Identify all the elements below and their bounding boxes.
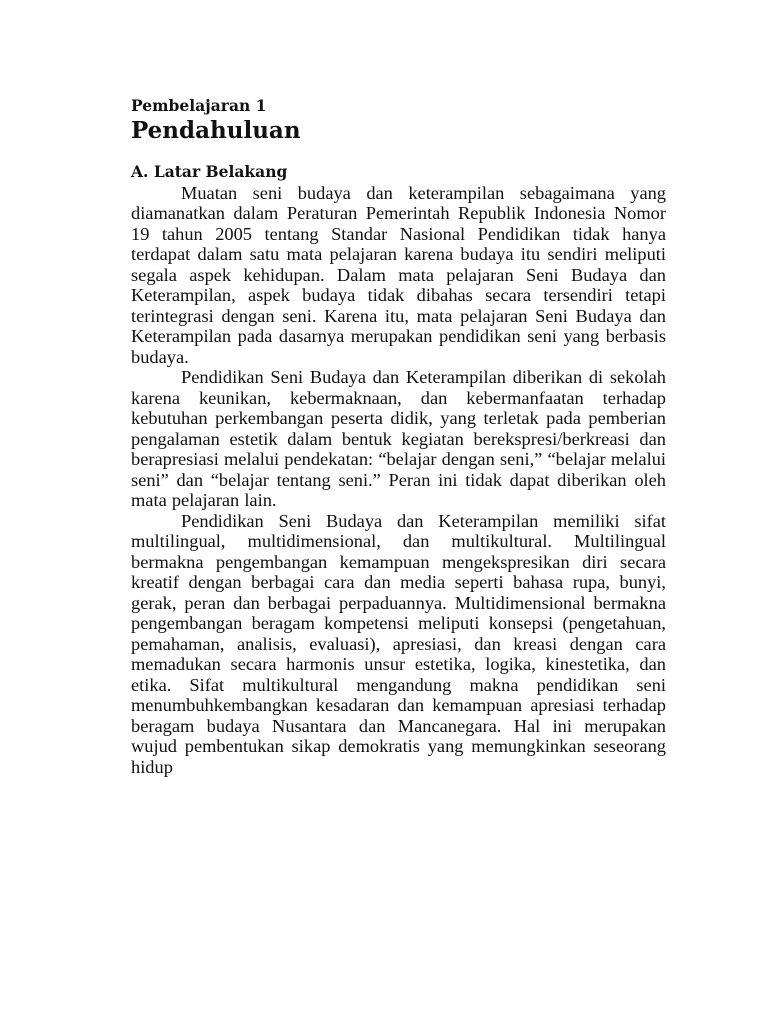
paragraph-2: Pendidikan Seni Budaya dan Keterampilan diberikan di sekolah karena keunikan, kebermaknaan, dan kebermanfaatan terhadap kebutuhan perkembangan peserta didik, yang terletak pada pemberian pengalaman estetik dalam bentuk kegiatan berekspresi/berkreasi dan berapresiasi melalui pendekatan: “belajar dengan seni,” “belajar melalui seni” dan “belajar tentang seni.” Peran ini tidak dapat diberikan oleh mata pelajaran lain. [131, 367, 666, 510]
paragraph-1: Muatan seni budaya dan keterampilan sebagaimana yang diamanatkan dalam Peraturan Pemerintah Republik Indonesia Nomor 19 tahun 2005 tentang Standar Nasional Pendidikan tidak hanya terdapat dalam satu mata pelajaran karena budaya itu sendiri meliputi segala aspek kehidupan. Dalam mata pelajaran Seni Budaya dan Keterampilan, aspek budaya tidak dibahas secara tersendiri tetapi terintegrasi dengan seni. Karena itu, mata pelajaran Seni Budaya dan Keterampilan pada dasarnya merupakan pendidikan seni yang berbasis budaya. [131, 182, 666, 367]
section-heading: A. Latar Belakang [131, 162, 288, 181]
chapter-label: Pembelajaran 1 [131, 96, 267, 115]
page-content [131, 96, 666, 777]
paragraph-3: Pendidikan Seni Budaya dan Keterampilan memiliki sifat multilingual, multidimensional, dan multikultural. Multilingual bermakna pengembangan kemampuan mengekspresikan diri secara kreatif dengan berbagai cara dan media seperti bahasa rupa, bunyi, gerak, peran dan berbagai perpaduannya. Multidimensional bermakna pengembangan beragam kompetensi meliputi konsepsi (pengetahuan, pemahaman, analisis, evaluasi), apresiasi, dan kreasi dengan cara memadukan secara harmonis unsur estetika, logika, kinestetika, dan etika. Sifat multikultural mengandung makna pendidikan seni menumbuhkembangkan kesadaran dan kemampuan apresiasi terhadap beragam budaya Nusantara dan Mancanegara. Hal ini merupakan wujud pembentukan sikap demokratis yang memungkinkan seseorang hidup [131, 510, 666, 777]
chapter-title: Pendahuluan [131, 117, 301, 144]
